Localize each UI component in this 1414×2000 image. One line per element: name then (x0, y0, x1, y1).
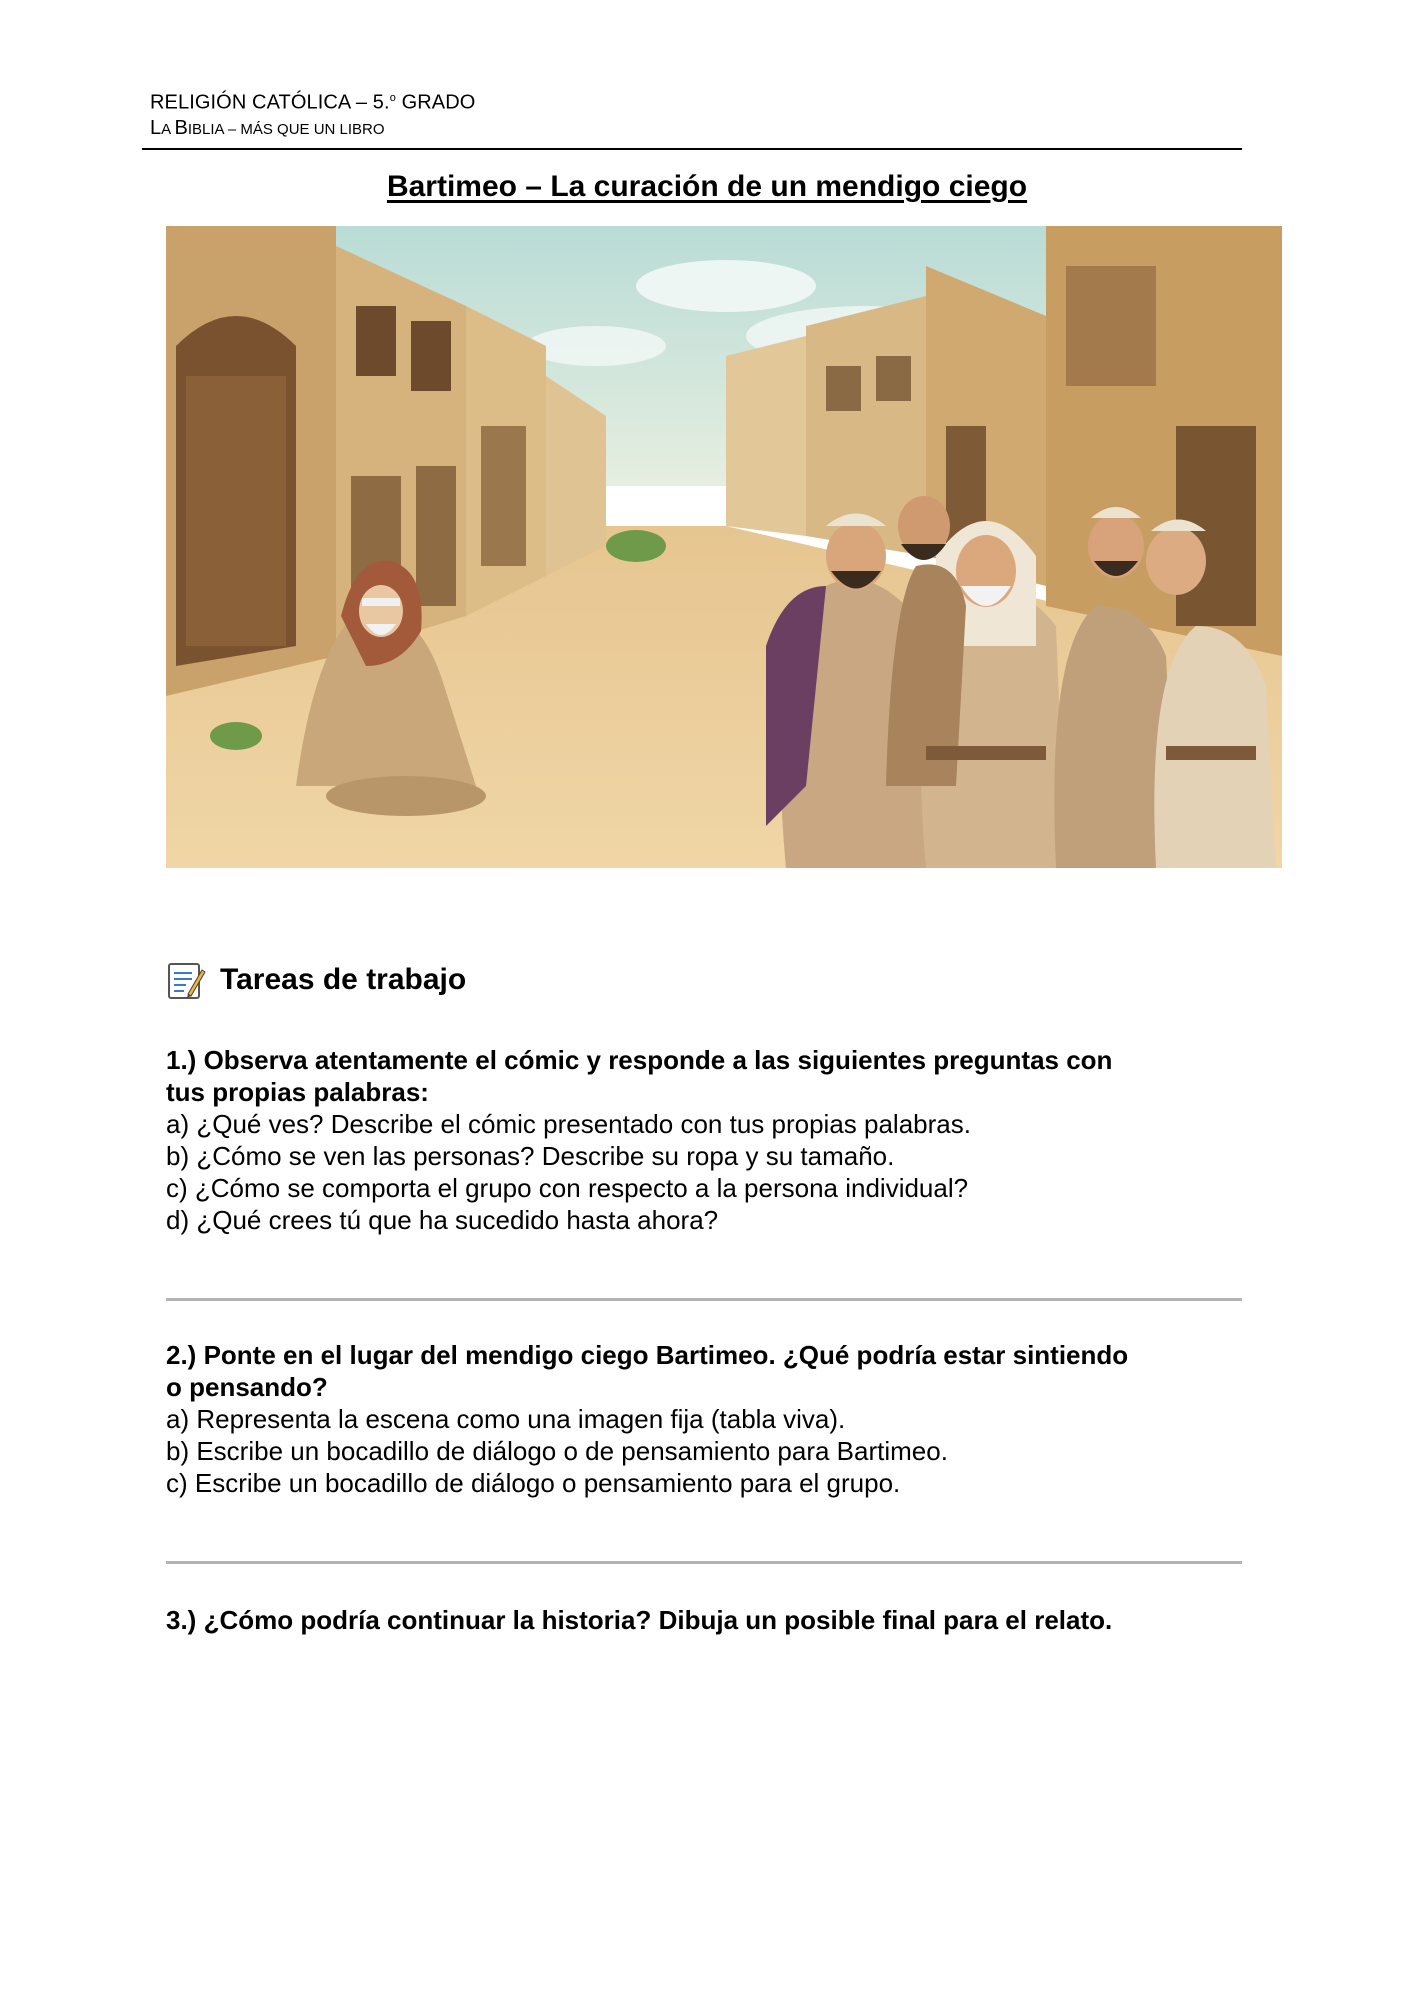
document-header (150, 86, 1242, 141)
unit-title-part: A (161, 120, 175, 138)
page-title: Bartimeo – La curación de un mendigo ciego (386, 170, 1028, 203)
memo-icon (166, 960, 206, 1000)
unit-title-part: – MÁS QUE UN LIBRO (223, 120, 385, 138)
question-2-prompt-line-2: o pensando? (166, 1372, 328, 1402)
question-1-prompt-line-1: 1.) Observa atentamente el cómic y responde a las siguientes preguntas con (166, 1045, 1113, 1075)
question-3 (166, 1604, 1256, 1636)
question-2-item-b: b) Escribe un bocadillo de diálogo o de pensamiento para Bartimeo. (166, 1436, 948, 1466)
header-divider (142, 148, 1242, 150)
question-2 (166, 1339, 1256, 1499)
course-title-grade: GRADO (395, 91, 476, 114)
question-1 (166, 1044, 1256, 1236)
unit-title-part: IBLIA (187, 120, 224, 138)
question-1-item-d: d) ¿Qué crees tú que ha sucedido hasta ahora? (166, 1205, 719, 1235)
question-1-item-c: c) ¿Cómo se comporta el grupo con respecto a la persona individual? (166, 1173, 969, 1203)
course-title-main: RELIGIÓN CATÓLICA – 5. (150, 91, 390, 114)
group-figures (766, 496, 1276, 868)
section-divider (166, 1298, 1242, 1301)
question-3-prompt: 3.) ¿Cómo podría continuar la historia? Dibuja un posible final para el relato. (166, 1605, 1113, 1635)
course-title (150, 86, 1242, 115)
tasks-heading-text: Tareas de trabajo (220, 963, 467, 996)
question-1-item-b: b) ¿Cómo se ven las personas? Describe su ropa y su tamaño. (166, 1141, 895, 1171)
tasks-heading (166, 960, 466, 1000)
question-1-prompt-line-2: tus propias palabras: (166, 1077, 429, 1107)
unit-title-part: L (150, 116, 162, 139)
question-1-item-a: a) ¿Qué ves? Describe el cómic presentado con tus propias palabras. (166, 1109, 971, 1139)
unit-title (150, 117, 1242, 141)
question-2-item-a: a) Representa la escena como una imagen fija (tabla viva). (166, 1404, 846, 1434)
section-divider (166, 1561, 1242, 1564)
course-title-ordinal: o (389, 92, 396, 104)
question-2-prompt-line-1: 2.) Ponte en el lugar del mendigo ciego Bartimeo. ¿Qué podría estar sintiendo (166, 1340, 1129, 1370)
question-2-item-c: c) Escribe un bocadillo de diálogo o pensamiento para el grupo. (166, 1468, 901, 1498)
comic-illustration (166, 226, 1282, 868)
unit-title-part: B (174, 116, 188, 139)
